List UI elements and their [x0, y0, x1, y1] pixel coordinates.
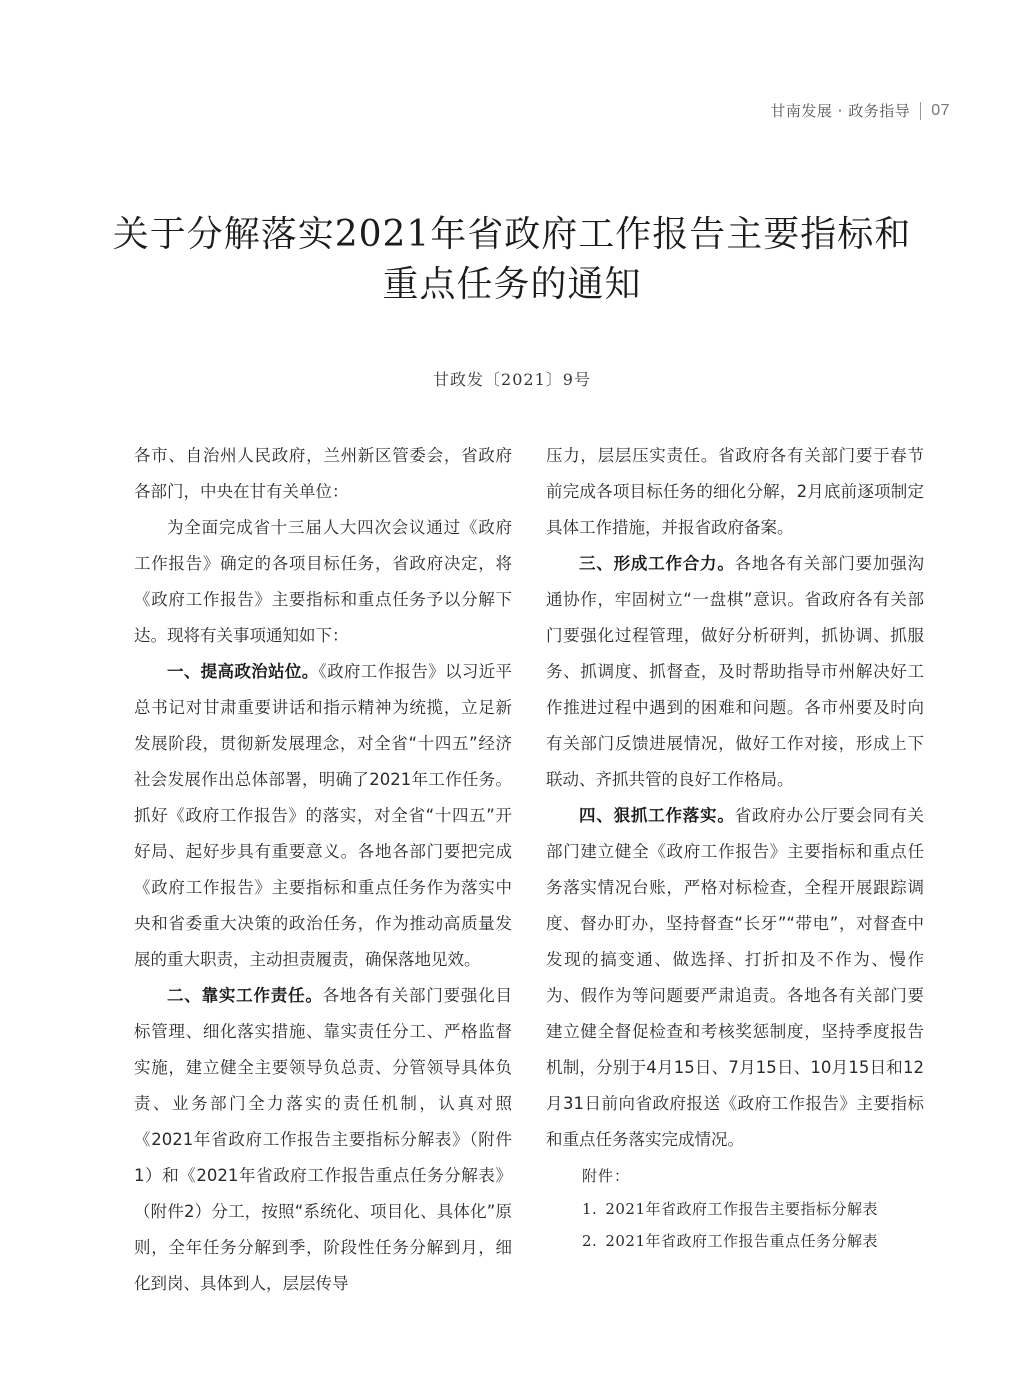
- page-number: 07: [931, 101, 950, 119]
- page-header: [770, 100, 950, 121]
- title-line-2: 重点任务的通知: [382, 264, 642, 305]
- attachment-title: 2021年省政府工作报告主要指标分解表: [605, 1200, 878, 1218]
- left-column: [134, 438, 512, 1302]
- section-4-paragraph: [546, 798, 924, 1158]
- right-column: [546, 438, 924, 1258]
- section-1-paragraph: [134, 654, 512, 978]
- title-line-1: 关于分解落实2021年省政府工作报告主要指标和: [112, 214, 912, 255]
- attachments-label: 附件：: [582, 1167, 631, 1185]
- document-number: 甘政发〔2021〕9号: [433, 370, 591, 389]
- header-divider: [920, 102, 921, 120]
- section-2-paragraph: [134, 978, 512, 1302]
- attachment-number: 2.: [582, 1232, 598, 1250]
- attachment-number: 1.: [582, 1200, 598, 1218]
- section-3-text: 各地各有关部门要加强沟通协作，牢固树立“一盘棋”意识。省政府各有关部门要强化过程管理，做好分析研判，抓协调、抓服务、抓调度、抓督查，及时帮助指导市州解决好工作推进过程中遇到的困难和问题。各市州要及时向有关部门反馈进展情况，做好工作对接，形成上下联动、齐抓共管的良好工作格局。: [546, 554, 925, 789]
- section-2-heading: 二、靠实工作责任。: [167, 986, 323, 1005]
- attachment-item: [546, 1194, 924, 1224]
- section-2-text-left: 各地各有关部门要强化目标管理、细化落实措施、靠实责任分工、严格监督实施，建立健全主要领导负总责、分管领导具体负责、业务部门全力落实的责任机制，认真对照《2021年省政府工作报告主要指标分解表》（附件1）和《2021年省政府工作报告重点任务分解表》（附件2）分工，按照“系统化、项目化、具体化”原则，全年任务分解到季，阶段性任务分解到月，细化到岗、具体到人，层层传导: [134, 986, 513, 1293]
- attachment-title: 2021年省政府工作报告重点任务分解表: [605, 1232, 878, 1250]
- section-4-text: 省政府办公厅要会同有关部门建立健全《政府工作报告》主要指标和重点任务落实情况台账，严格对标检查，全程开展跟踪调度、督办盯办，坚持督查“长牙”“带电”，对督查中发现的搞变通、做选择、打折扣及不作为、慢作为、假作为等问题要严肃追责。各地各有关部门要建立健全督促检查和考核奖惩制度，坚持季度报告机制，分别于4月15日、7月15日、10月15日和12月31日前向省政府报送《政府工作报告》主要指标和重点任务落实完成情况。: [546, 806, 925, 1149]
- section-3-paragraph: [546, 546, 924, 798]
- section-1-heading: 一、提高政治站位。: [167, 662, 319, 681]
- section-4-heading: 四、狠抓工作落实。: [579, 806, 735, 825]
- section-3-heading: 三、形成工作合力。: [579, 554, 735, 573]
- attachments-list: [546, 1194, 924, 1256]
- attachment-item: [546, 1226, 924, 1256]
- document-title: [60, 210, 964, 310]
- salutation: 各市、自治州人民政府，兰州新区管委会，省政府各部门，中央在甘有关单位：: [134, 446, 512, 501]
- section-1-text: 《政府工作报告》以习近平总书记对甘肃重要讲话和指示精神为统揽，立足新发展阶段，贯彻新发展理念，对全省“十四五”经济社会发展作出总体部署，明确了2021年工作任务。抓好《政府工作报告》的落实，对全省“十四五”开好局、起好步具有重要意义。各地各部门要把完成《政府工作报告》主要指标和重点任务作为落实中央和省委重大决策的政治任务，作为推动高质量发展的重大职责，主动担责履责，确保落地见效。: [134, 662, 513, 969]
- intro-paragraph: 为全面完成省十三届人大四次会议通过《政府工作报告》确定的各项目标任务，省政府决定，将《政府工作报告》主要指标和重点任务予以分解下达。现将有关事项通知如下：: [134, 518, 512, 645]
- publication-name: 甘南发展 · 政务指导: [770, 102, 911, 120]
- section-2-continuation: 压力，层层压实责任。省政府各有关部门要于春节前完成各项目标任务的细化分解，2月底前逐项制定具体工作措施，并报省政府备案。: [546, 446, 924, 537]
